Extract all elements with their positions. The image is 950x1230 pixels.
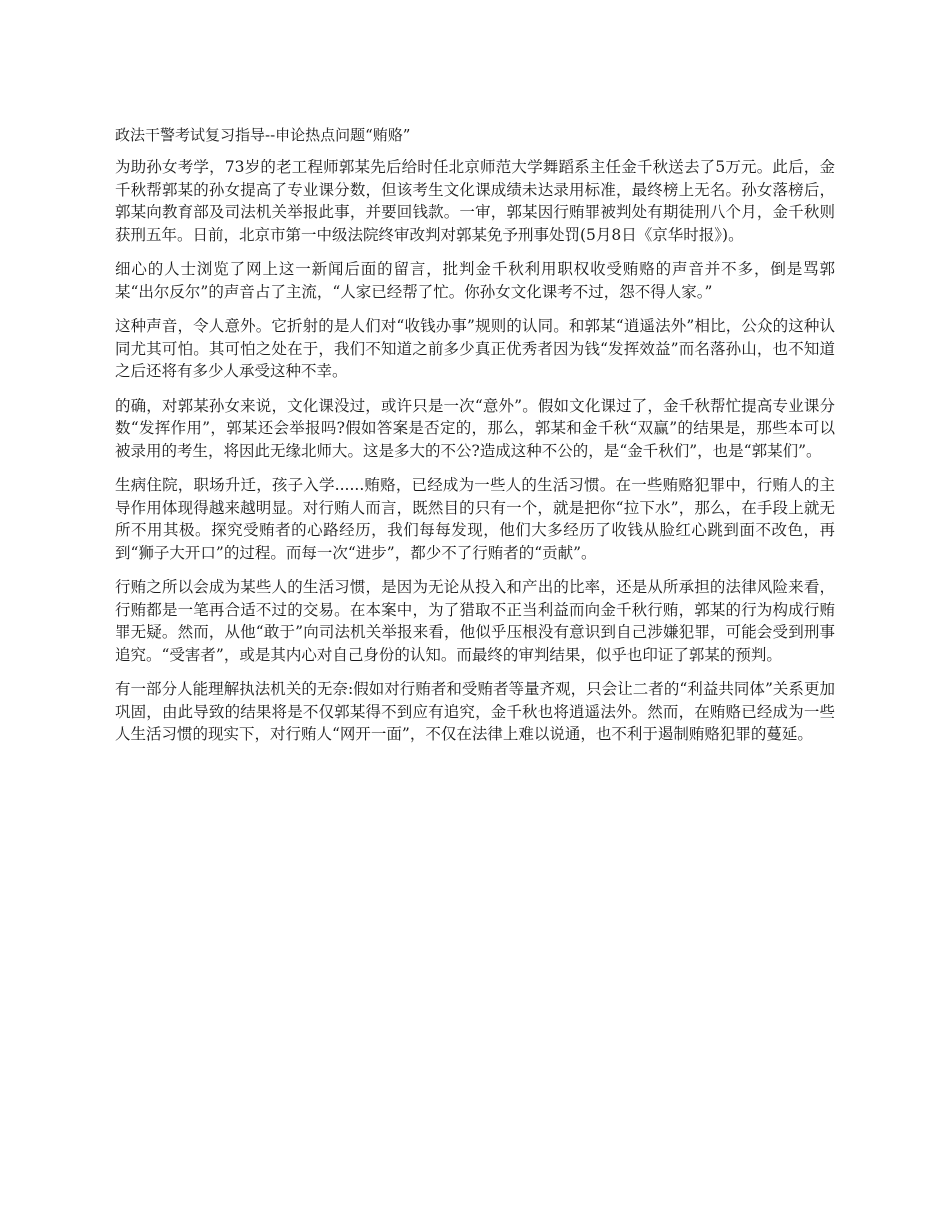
paragraph-7: 有一部分人能理解执法机关的无奈:假如对行贿者和受贿者等量齐观，只会让二者的“利益共同体”关系更加巩固，由此导致的结果将是不仅郭某得不到应有追究，金千秋也将逍遥法外。然而，在贿赂已经成为一些人生活习惯的现实下，对行贿人“网开一面”，不仅在法律上难以说通，也不利于遏制贿赂犯罪的蔓延。 xyxy=(115,680,835,743)
paragraph-6: 行贿之所以会成为某些人的生活习惯，是因为无论从投入和产出的比率，还是从所承担的法律风险来看，行贿都是一笔再合适不过的交易。在本案中，为了猎取不正当利益而向金千秋行贿，郭某的行为构成行贿罪无疑。然而，从他“敢于”向司法机关举报来看，他似乎压根没有意识到自己涉嫌犯罪，可能会受到刑事追究。“受害者”，或是其内心对自己身份的认知。而最终的审判结果，似乎也印证了郭某的预判。 xyxy=(115,578,835,664)
paragraph-3: 这种声音，令人意外。它折射的是人们对“收钱办事”规则的认同。和郭某“逍遥法外”相比，公众的这种认同尤其可怕。其可怕之处在于，我们不知道之前多少真正优秀者因为钱“发挥效益”而名落孙山，也不知道之后还将有多少人承受这种不幸。 xyxy=(115,317,835,380)
paragraph-4: 的确，对郭某孙女来说，文化课没过，或许只是一次“意外”。假如文化课过了，金千秋帮忙提高专业课分数“发挥作用”，郭某还会举报吗?假如答案是否定的，那么，郭某和金千秋“双赢”的结果是，那些本可以被录用的考生，将因此无缘北师大。这是多大的不公?造成这种不公的，是“金千秋们”，也是“郭某们”。 xyxy=(115,396,835,460)
paragraph-1: 为助孙女考学，73岁的老工程师郭某先后给时任北京师范大学舞蹈系主任金千秋送去了5万元。此后，金千秋帮郭某的孙女提高了专业课分数，但该考生文化课成绩未达录用标准，最终榜上无名。孙女落榜后，郭某向教育部及司法机关举报此事，并要回钱款。一审，郭某因行贿罪被判处有期徒刑八个月，金千秋则获刑五年。日前，北京市第一中级法院终审改判对郭某免予刑事处罚(5月8日《京华时报》)。 xyxy=(115,158,835,244)
document-page xyxy=(115,124,835,758)
paragraph-2: 细心的人士浏览了网上这一新闻后面的留言，批判金千秋利用职权收受贿赂的声音并不多，倒是骂郭某“出尔反尔”的声音占了主流，“人家已经帮了忙。你孙女文化课考不过，怨不得人家。” xyxy=(115,260,835,301)
document-title: 政法干警考试复习指导--申论热点问题“贿赂” xyxy=(115,126,411,144)
paragraph-5: 生病住院，职场升迁，孩子入学......贿赂，已经成为一些人的生活习惯。在一些贿赂犯罪中，行贿人的主导作用体现得越来越明显。对行贿人而言，既然目的只有一个，就是把你“拉下水”，那么，在手段上就无所不用其极。探究受贿者的心路经历，我们每每发现，他们大多经历了收钱从脸红心跳到面不改色，再到“狮子大开口”的过程。而每一次“进步”，都少不了行贿者的“贡献”。 xyxy=(115,476,835,562)
